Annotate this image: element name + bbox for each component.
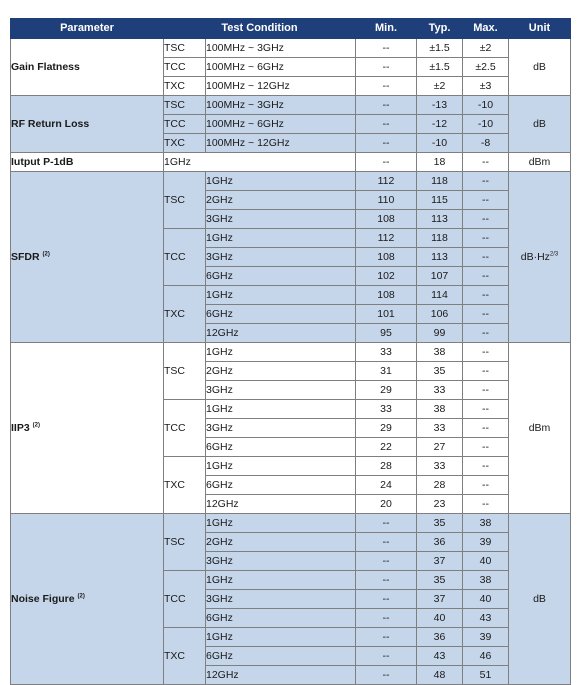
min-cell: 31 bbox=[356, 362, 417, 381]
min-cell: -- bbox=[356, 134, 417, 153]
min-cell: -- bbox=[356, 39, 417, 58]
typ-cell: 118 bbox=[417, 172, 463, 191]
typ-cell: 33 bbox=[417, 419, 463, 438]
freq-cell: 6GHz bbox=[206, 609, 356, 628]
unit-cell bbox=[509, 172, 571, 343]
min-cell: 24 bbox=[356, 476, 417, 495]
unit-base: dB·Hz bbox=[520, 250, 550, 263]
max-cell: -- bbox=[463, 229, 509, 248]
min-cell: 108 bbox=[356, 210, 417, 229]
param-noise-figure-label: Noise Figure bbox=[11, 592, 75, 605]
min-cell: 108 bbox=[356, 286, 417, 305]
group-cell: TCC bbox=[164, 115, 206, 134]
freq-cell: 1GHz bbox=[206, 514, 356, 533]
header-min: Min. bbox=[356, 19, 417, 39]
param-iip3 bbox=[11, 343, 164, 514]
typ-cell: 35 bbox=[417, 514, 463, 533]
max-cell: -- bbox=[463, 286, 509, 305]
typ-cell: 28 bbox=[417, 476, 463, 495]
unit-cell: dBm bbox=[509, 343, 571, 514]
condition-cell: 100MHz ~ 6GHz bbox=[206, 115, 356, 134]
min-cell: -- bbox=[356, 153, 417, 172]
min-cell: -- bbox=[356, 115, 417, 134]
min-cell: -- bbox=[356, 552, 417, 571]
typ-cell: -12 bbox=[417, 115, 463, 134]
header-unit: Unit bbox=[509, 19, 571, 39]
min-cell: -- bbox=[356, 58, 417, 77]
unit-cell: dB bbox=[509, 96, 571, 153]
max-cell: -- bbox=[463, 381, 509, 400]
freq-cell: 2GHz bbox=[206, 362, 356, 381]
table-header bbox=[11, 19, 571, 39]
min-cell: 33 bbox=[356, 343, 417, 362]
unit-cell: dB bbox=[509, 39, 571, 96]
freq-cell: 1GHz bbox=[206, 457, 356, 476]
typ-cell: 35 bbox=[417, 362, 463, 381]
group-cell: TSC bbox=[164, 172, 206, 229]
typ-cell: 38 bbox=[417, 400, 463, 419]
header-parameter: Parameter bbox=[11, 19, 164, 39]
typ-cell: 106 bbox=[417, 305, 463, 324]
min-cell: 22 bbox=[356, 438, 417, 457]
table-row bbox=[11, 172, 571, 191]
max-cell: -- bbox=[463, 248, 509, 267]
max-cell: 39 bbox=[463, 533, 509, 552]
min-cell: -- bbox=[356, 609, 417, 628]
freq-cell: 1GHz bbox=[206, 571, 356, 590]
min-cell: -- bbox=[356, 647, 417, 666]
min-cell: 112 bbox=[356, 172, 417, 191]
condition-cell: 1GHz bbox=[164, 153, 356, 172]
freq-cell: 3GHz bbox=[206, 552, 356, 571]
min-cell: -- bbox=[356, 628, 417, 647]
typ-cell: 115 bbox=[417, 191, 463, 210]
unit-cell: dBm bbox=[509, 153, 571, 172]
group-cell: TXC bbox=[164, 134, 206, 153]
typ-cell: 40 bbox=[417, 609, 463, 628]
min-cell: 28 bbox=[356, 457, 417, 476]
section-sfdr bbox=[11, 172, 571, 343]
condition-cell: 100MHz ~ 12GHz bbox=[206, 77, 356, 96]
freq-cell: 2GHz bbox=[206, 533, 356, 552]
typ-cell: 114 bbox=[417, 286, 463, 305]
max-cell: 40 bbox=[463, 552, 509, 571]
param-gain-flatness: Gain Flatness bbox=[11, 39, 164, 96]
table-row bbox=[11, 153, 571, 172]
min-cell: -- bbox=[356, 96, 417, 115]
max-cell: -10 bbox=[463, 115, 509, 134]
group-cell: TSC bbox=[164, 39, 206, 58]
typ-cell: 18 bbox=[417, 153, 463, 172]
typ-cell: ±1.5 bbox=[417, 58, 463, 77]
group-cell: TXC bbox=[164, 286, 206, 343]
min-cell: 29 bbox=[356, 381, 417, 400]
table-row bbox=[11, 514, 571, 533]
section-iip3 bbox=[11, 343, 571, 514]
section-gain-flatness bbox=[11, 39, 571, 96]
max-cell: -- bbox=[463, 343, 509, 362]
condition-cell: 100MHz ~ 12GHz bbox=[206, 134, 356, 153]
freq-cell: 3GHz bbox=[206, 248, 356, 267]
max-cell: 38 bbox=[463, 571, 509, 590]
typ-cell: -13 bbox=[417, 96, 463, 115]
max-cell: -10 bbox=[463, 96, 509, 115]
footnote-marker: (2) bbox=[32, 422, 40, 428]
max-cell: ±3 bbox=[463, 77, 509, 96]
footnote-marker: (2) bbox=[42, 251, 50, 257]
max-cell: 43 bbox=[463, 609, 509, 628]
typ-cell: 33 bbox=[417, 381, 463, 400]
typ-cell: 43 bbox=[417, 647, 463, 666]
freq-cell: 6GHz bbox=[206, 267, 356, 286]
param-rf-return-loss: RF Return Loss bbox=[11, 96, 164, 153]
group-cell: TSC bbox=[164, 96, 206, 115]
freq-cell: 1GHz bbox=[206, 628, 356, 647]
freq-cell: 3GHz bbox=[206, 381, 356, 400]
param-noise-figure bbox=[11, 514, 164, 685]
group-cell: TSC bbox=[164, 343, 206, 400]
max-cell: -- bbox=[463, 438, 509, 457]
typ-cell: 36 bbox=[417, 533, 463, 552]
min-cell: 95 bbox=[356, 324, 417, 343]
max-cell: ±2.5 bbox=[463, 58, 509, 77]
group-cell: TSC bbox=[164, 514, 206, 571]
min-cell: 102 bbox=[356, 267, 417, 286]
section-rf-return-loss bbox=[11, 96, 571, 153]
freq-cell: 6GHz bbox=[206, 647, 356, 666]
typ-cell: 38 bbox=[417, 343, 463, 362]
header-test-condition: Test Condition bbox=[164, 19, 356, 39]
min-cell: -- bbox=[356, 77, 417, 96]
max-cell: -- bbox=[463, 362, 509, 381]
freq-cell: 1GHz bbox=[206, 343, 356, 362]
group-cell: TCC bbox=[164, 571, 206, 628]
typ-cell: 37 bbox=[417, 590, 463, 609]
typ-cell: ±1.5 bbox=[417, 39, 463, 58]
max-cell: -- bbox=[463, 495, 509, 514]
max-cell: 38 bbox=[463, 514, 509, 533]
freq-cell: 1GHz bbox=[206, 400, 356, 419]
max-cell: -- bbox=[463, 324, 509, 343]
freq-cell: 3GHz bbox=[206, 419, 356, 438]
condition-cell: 100MHz ~ 3GHz bbox=[206, 39, 356, 58]
group-cell: TXC bbox=[164, 457, 206, 514]
spec-table bbox=[10, 18, 571, 685]
max-cell: 51 bbox=[463, 666, 509, 685]
max-cell: 40 bbox=[463, 590, 509, 609]
max-cell: -- bbox=[463, 305, 509, 324]
max-cell: ±2 bbox=[463, 39, 509, 58]
typ-cell: 107 bbox=[417, 267, 463, 286]
section-noise-figure bbox=[11, 514, 571, 685]
min-cell: 20 bbox=[356, 495, 417, 514]
group-cell: TCC bbox=[164, 58, 206, 77]
typ-cell: 37 bbox=[417, 552, 463, 571]
typ-cell: ±2 bbox=[417, 77, 463, 96]
typ-cell: 23 bbox=[417, 495, 463, 514]
table-row bbox=[11, 39, 571, 58]
group-cell: TXC bbox=[164, 628, 206, 685]
max-cell: -- bbox=[463, 172, 509, 191]
min-cell: 108 bbox=[356, 248, 417, 267]
table-row bbox=[11, 96, 571, 115]
max-cell: -- bbox=[463, 476, 509, 495]
unit-exponent: 2/3 bbox=[549, 251, 559, 257]
section-iutput-p1db bbox=[11, 153, 571, 172]
param-iip3-label: IIP3 bbox=[11, 421, 30, 434]
max-cell: 39 bbox=[463, 628, 509, 647]
freq-cell: 12GHz bbox=[206, 324, 356, 343]
min-cell: -- bbox=[356, 590, 417, 609]
typ-cell: 33 bbox=[417, 457, 463, 476]
max-cell: -8 bbox=[463, 134, 509, 153]
max-cell: -- bbox=[463, 419, 509, 438]
typ-cell: 27 bbox=[417, 438, 463, 457]
typ-cell: 118 bbox=[417, 229, 463, 248]
header-max: Max. bbox=[463, 19, 509, 39]
min-cell: 101 bbox=[356, 305, 417, 324]
max-cell: -- bbox=[463, 457, 509, 476]
min-cell: -- bbox=[356, 514, 417, 533]
condition-cell: 100MHz ~ 6GHz bbox=[206, 58, 356, 77]
freq-cell: 6GHz bbox=[206, 476, 356, 495]
max-cell: -- bbox=[463, 400, 509, 419]
header-typ: Typ. bbox=[417, 19, 463, 39]
min-cell: 29 bbox=[356, 419, 417, 438]
footnote-marker: (2) bbox=[77, 593, 85, 599]
min-cell: 33 bbox=[356, 400, 417, 419]
freq-cell: 3GHz bbox=[206, 590, 356, 609]
freq-cell: 12GHz bbox=[206, 495, 356, 514]
typ-cell: 48 bbox=[417, 666, 463, 685]
typ-cell: -10 bbox=[417, 134, 463, 153]
typ-cell: 35 bbox=[417, 571, 463, 590]
unit-cell: dB bbox=[509, 514, 571, 685]
typ-cell: 99 bbox=[417, 324, 463, 343]
min-cell: -- bbox=[356, 666, 417, 685]
condition-cell: 100MHz ~ 3GHz bbox=[206, 96, 356, 115]
group-cell: TXC bbox=[164, 77, 206, 96]
param-sfdr bbox=[11, 172, 164, 343]
typ-cell: 113 bbox=[417, 248, 463, 267]
min-cell: -- bbox=[356, 533, 417, 552]
freq-cell: 6GHz bbox=[206, 438, 356, 457]
param-sfdr-label: SFDR bbox=[11, 250, 40, 263]
freq-cell: 2GHz bbox=[206, 191, 356, 210]
max-cell: -- bbox=[463, 153, 509, 172]
table-row bbox=[11, 343, 571, 362]
typ-cell: 36 bbox=[417, 628, 463, 647]
group-cell: TCC bbox=[164, 229, 206, 286]
param-iutput-p1db: Iutput P-1dB bbox=[11, 153, 164, 172]
group-cell: TCC bbox=[164, 400, 206, 457]
min-cell: 110 bbox=[356, 191, 417, 210]
max-cell: -- bbox=[463, 191, 509, 210]
typ-cell: 113 bbox=[417, 210, 463, 229]
freq-cell: 1GHz bbox=[206, 172, 356, 191]
freq-cell: 12GHz bbox=[206, 666, 356, 685]
freq-cell: 1GHz bbox=[206, 229, 356, 248]
max-cell: -- bbox=[463, 210, 509, 229]
freq-cell: 1GHz bbox=[206, 286, 356, 305]
min-cell: 112 bbox=[356, 229, 417, 248]
freq-cell: 3GHz bbox=[206, 210, 356, 229]
max-cell: 46 bbox=[463, 647, 509, 666]
max-cell: -- bbox=[463, 267, 509, 286]
min-cell: -- bbox=[356, 571, 417, 590]
freq-cell: 6GHz bbox=[206, 305, 356, 324]
